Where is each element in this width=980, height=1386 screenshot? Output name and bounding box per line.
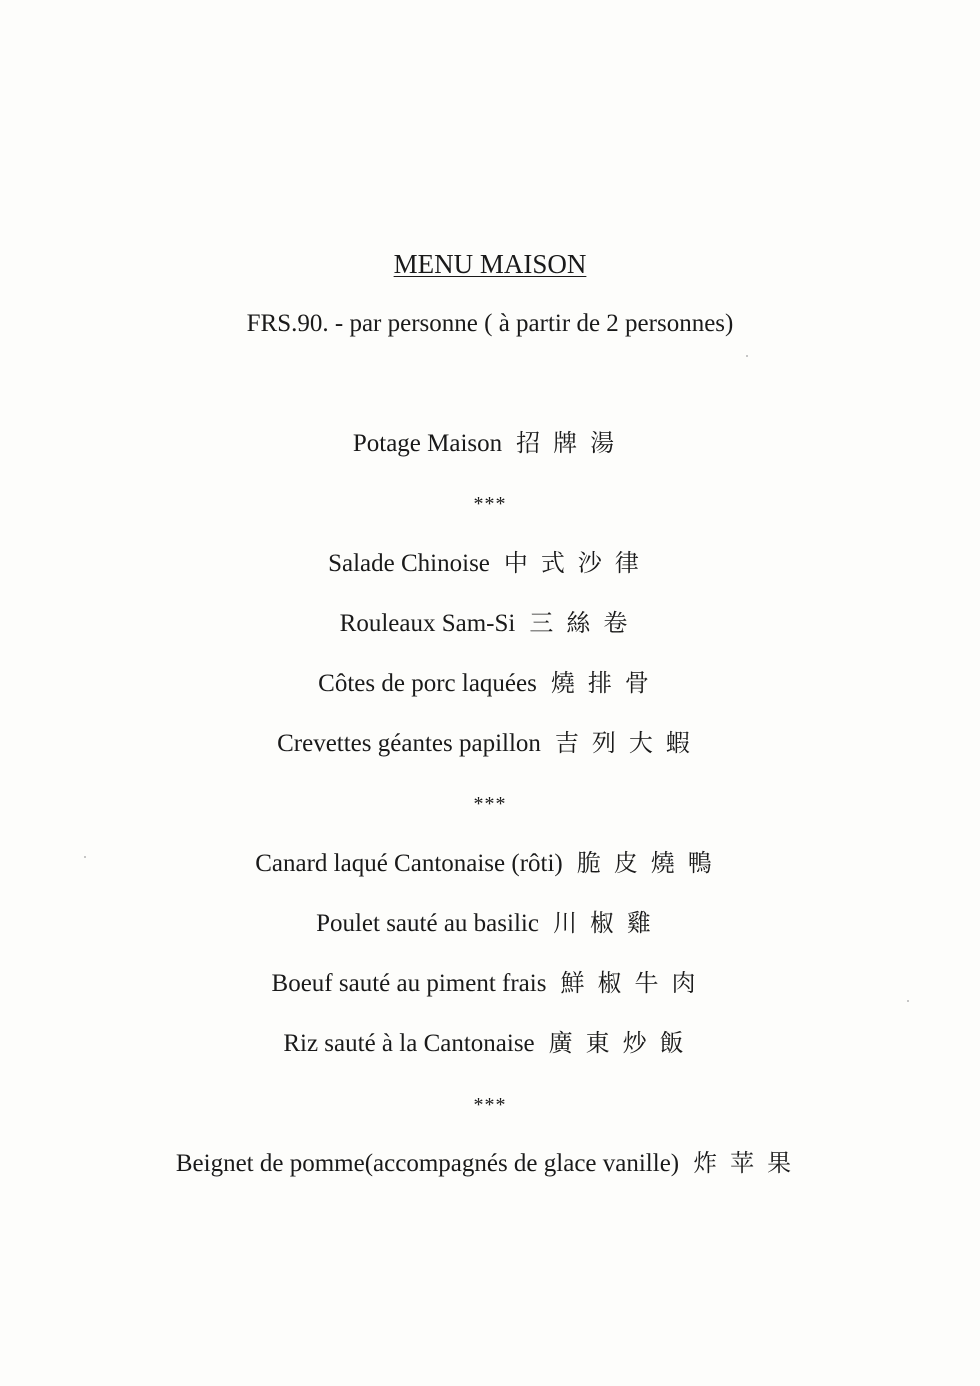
- menu-item: [0, 847, 980, 880]
- menu-item: [0, 727, 980, 760]
- scan-speck: [746, 355, 748, 357]
- menu-item: [0, 607, 980, 640]
- dish-name-fr: Canard laqué Cantonaise (rôti): [255, 850, 563, 877]
- dish-name-zh: 吉列大蝦: [554, 729, 703, 757]
- dish-name-fr: Poulet sauté au basilic: [316, 910, 539, 937]
- course-separator: ***: [473, 793, 507, 815]
- menu-item: [0, 967, 980, 1000]
- dish-name-fr: Riz sauté à la Cantonaise: [283, 1030, 535, 1057]
- dish-name-fr: Crevettes géantes papillon: [277, 730, 541, 757]
- dish-name-zh: 燒排骨: [550, 669, 662, 697]
- price-line: FRS.90. - par personne ( à partir de 2 personnes): [246, 310, 734, 337]
- dish-name-fr: Salade Chinoise: [328, 550, 490, 577]
- menu-item: [0, 1147, 980, 1180]
- dish-name-zh: 三絲卷: [529, 609, 641, 637]
- dish-name-zh: 招牌湯: [516, 429, 628, 457]
- dish-name-zh: 鮮椒牛肉: [560, 969, 709, 997]
- menu-title: MENU MAISON: [393, 249, 587, 279]
- menu-item: [0, 547, 980, 580]
- menu-item: [0, 667, 980, 700]
- menu-item: [0, 1027, 980, 1060]
- scan-speck: [84, 856, 86, 858]
- dish-name-fr: Beignet de pomme(accompagnés de glace vanille): [175, 1150, 680, 1177]
- dish-name-zh: 川椒雞: [552, 909, 664, 937]
- course-separator: ***: [473, 493, 507, 515]
- dish-name-fr: Côtes de porc laquées: [318, 670, 537, 697]
- scan-speck: [907, 1000, 909, 1002]
- menu-item: [0, 427, 980, 460]
- dish-name-fr: Rouleaux Sam-Si: [339, 610, 516, 637]
- menu-item: [0, 907, 980, 940]
- dish-name-zh: 脆皮燒鴨: [576, 849, 725, 877]
- dish-name-zh: 廣東炒飯: [548, 1029, 697, 1057]
- dish-name-fr: Potage Maison: [352, 430, 503, 457]
- dish-name-fr: Boeuf sauté au piment frais: [271, 970, 547, 997]
- dish-name-zh: 炸苹果: [693, 1149, 805, 1177]
- course-separator: ***: [473, 1094, 507, 1116]
- dish-name-zh: 中式沙律: [503, 549, 652, 577]
